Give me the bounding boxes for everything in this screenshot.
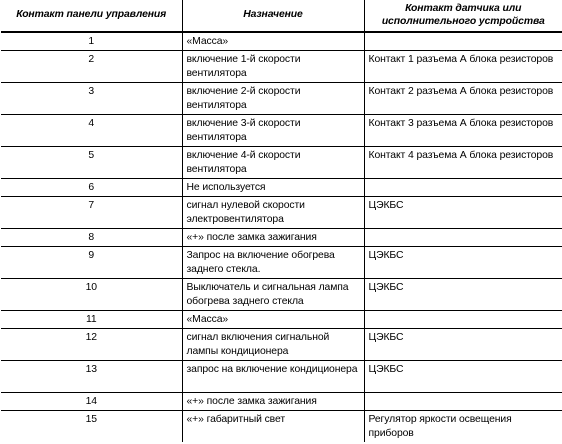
pin-number: 2 xyxy=(1,51,182,83)
pin-purpose: включение 3-й скорости вентилятора xyxy=(182,115,364,147)
header-panel-contact: Контакт панели управления xyxy=(1,0,182,32)
table-row xyxy=(1,32,562,51)
table-row xyxy=(1,247,562,279)
pin-purpose: «Масса» xyxy=(182,311,364,329)
pin-purpose: «+» после замка зажигания xyxy=(182,229,364,247)
pin-purpose: Не используется xyxy=(182,179,364,197)
pin-number: 1 xyxy=(1,32,182,51)
pin-device-contact: ЦЭКБС xyxy=(364,247,562,279)
pin-device-contact: Контакт 3 разъема А блока резисторов xyxy=(364,115,562,147)
table-row xyxy=(1,329,562,361)
table-row xyxy=(1,229,562,247)
pin-device-contact: ЦЭКБС xyxy=(364,361,562,393)
pin-device-contact xyxy=(364,393,562,411)
pin-number: 10 xyxy=(1,279,182,311)
pin-purpose: «+» после замка зажигания xyxy=(182,393,364,411)
pin-device-contact: ЦЭКБС xyxy=(364,197,562,229)
header-purpose: Назначение xyxy=(182,0,364,32)
pin-device-contact: ЦЭКБС xyxy=(364,329,562,361)
pin-number: 4 xyxy=(1,115,182,147)
pin-device-contact xyxy=(364,32,562,51)
pin-purpose: включение 1-й скорости вентилятора xyxy=(182,51,364,83)
pin-purpose: сигнал нулевой скорости электровентилятора xyxy=(182,197,364,229)
table-row xyxy=(1,361,562,393)
pin-number: 8 xyxy=(1,229,182,247)
pin-purpose: Выключатель и сигнальная лампа обогрева заднего стекла xyxy=(182,279,364,311)
pin-number: 9 xyxy=(1,247,182,279)
pin-number: 3 xyxy=(1,83,182,115)
pin-device-contact: Контакт 2 разъема А блока резисторов xyxy=(364,83,562,115)
pin-device-contact: Регулятор яркости освещения приборов xyxy=(364,411,562,443)
table-row xyxy=(1,51,562,83)
pin-device-contact xyxy=(364,311,562,329)
pin-number: 6 xyxy=(1,179,182,197)
pin-device-contact: Контакт 1 разъема А блока резисторов xyxy=(364,51,562,83)
pin-purpose: «+» габаритный свет xyxy=(182,411,364,443)
pin-number: 11 xyxy=(1,311,182,329)
table-header-row xyxy=(1,0,562,32)
table-row xyxy=(1,311,562,329)
pin-purpose: включение 2-й скорости вентилятора xyxy=(182,83,364,115)
table-row xyxy=(1,115,562,147)
pin-number: 14 xyxy=(1,393,182,411)
header-device-contact: Контакт датчика или исполнительного устройства xyxy=(364,0,562,32)
table-row xyxy=(1,393,562,411)
pin-device-contact: Контакт 4 разъема А блока резисторов xyxy=(364,147,562,179)
table-row xyxy=(1,147,562,179)
pin-number: 15 xyxy=(1,411,182,443)
pinout-table xyxy=(1,0,562,442)
pin-purpose: включение 4-й скорости вентилятора xyxy=(182,147,364,179)
table-row xyxy=(1,179,562,197)
table-row xyxy=(1,197,562,229)
table-row xyxy=(1,411,562,443)
pin-number: 5 xyxy=(1,147,182,179)
pin-purpose: «Масса» xyxy=(182,32,364,51)
pin-device-contact xyxy=(364,229,562,247)
pin-number: 13 xyxy=(1,361,182,393)
pin-number: 7 xyxy=(1,197,182,229)
table-row xyxy=(1,83,562,115)
pin-device-contact xyxy=(364,179,562,197)
pin-purpose: Запрос на включение обогрева заднего стекла. xyxy=(182,247,364,279)
pin-device-contact: ЦЭКБС xyxy=(364,279,562,311)
pin-purpose: запрос на включение кондиционера xyxy=(182,361,364,393)
table-row xyxy=(1,279,562,311)
pin-purpose: сигнал включения сигнальной лампы кондиционера xyxy=(182,329,364,361)
pin-number: 12 xyxy=(1,329,182,361)
